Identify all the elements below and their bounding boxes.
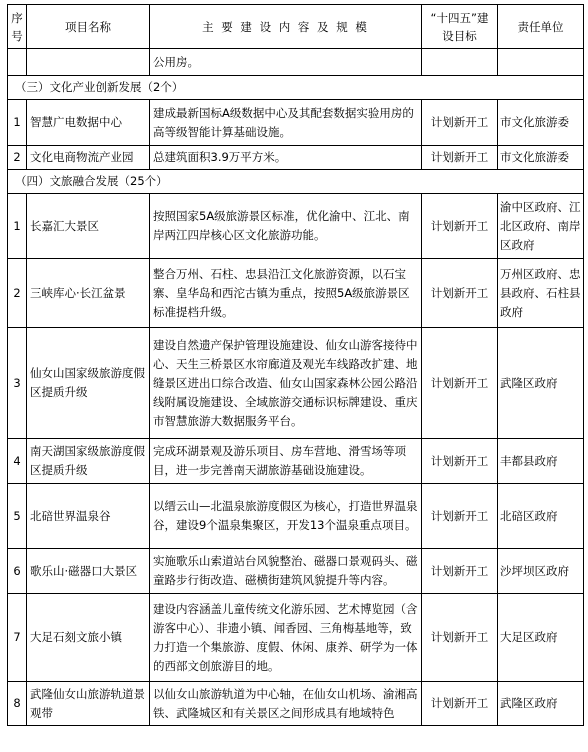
row-target: 计划新开工: [422, 439, 498, 484]
row-seq: 2: [8, 146, 27, 170]
row-content: 完成环湖景观及游乐项目、房车营地、滑雪场等项目，进一步完善南天湖旅游基础设施建设。: [150, 439, 422, 484]
continued-content: 公用房。: [150, 49, 422, 76]
row-target: 计划新开工: [422, 594, 498, 682]
row-content: 以缙云山—北温泉旅游度假区为核心，打造世界温泉谷，建设9个温泉集聚区，开发13个温泉重点项目。: [150, 484, 422, 549]
header-seq: 序号: [8, 5, 27, 49]
section-header-row: [8, 170, 584, 194]
row-unit: 万州区政府、忠县政府、石柱县政府: [498, 259, 584, 328]
row-unit: 市文化旅游委: [498, 100, 584, 146]
row-name: 大足石刻文旅小镇: [27, 594, 150, 682]
row-seq: 5: [8, 484, 27, 549]
row-target: 计划新开工: [422, 146, 498, 170]
table-row: [8, 259, 584, 328]
header-target: “十四五”建设目标: [422, 5, 498, 49]
row-target: 计划新开工: [422, 549, 498, 594]
project-table: [7, 4, 584, 726]
table-row: [8, 146, 584, 170]
row-content: 按照国家5A级旅游景区标准，优化渝中、江北、南岸两江四岸核心区文化旅游功能。: [150, 194, 422, 259]
row-content: 整合万州、石柱、忠县沿江文化旅游资源，以石宝寨、皇华岛和西沱古镇为重点，按照5A级旅游景区标准提档升级。: [150, 259, 422, 328]
row-seq: 4: [8, 439, 27, 484]
row-seq: 6: [8, 549, 27, 594]
row-content: 实施歌乐山索道站台风貌整治、磁器口景观码头、磁童路步行街改造、磁横街建筑风貌提升等内容。: [150, 549, 422, 594]
row-name: 三峡库心·长江盆景: [27, 259, 150, 328]
row-name: 北碚世界温泉谷: [27, 484, 150, 549]
row-content: 以仙女山旅游轨道为中心轴，在仙女山机场、渝湘高铁、武隆城区和有关景区之间形成具有地域特色: [150, 682, 422, 726]
table-row: [8, 100, 584, 146]
continued-row: [8, 49, 584, 76]
section-header-row: [8, 76, 584, 100]
row-seq: 2: [8, 259, 27, 328]
row-name: 武隆仙女山旅游轨道景观带: [27, 682, 150, 726]
row-content: 建设内容涵盖儿童传统文化游乐园、艺术博览园（含游客中心）、非遗小镇、闻香园、三角梅基地等，致力打造一个集旅游、度假、休闲、康养、研学为一体的西部文创旅游目的地。: [150, 594, 422, 682]
row-unit: 武隆区政府: [498, 682, 584, 726]
row-seq: 1: [8, 100, 27, 146]
table-row: [8, 549, 584, 594]
row-content: 建成最新国标A级数据中心及其配套数据实验用房的高等级智能计算基础设施。: [150, 100, 422, 146]
row-target: 计划新开工: [422, 682, 498, 726]
header-name: 项目名称: [27, 5, 150, 49]
row-content: 建设自然遗产保护管理设施建设、仙女山游客接待中心、天生三桥景区水帘廊道及观光车线路改扩建、地缝景区进出口综合改造、仙女山国家森林公园公路沿线附属设施建设、全域旅游交通标识标牌建设、重庆市智慧旅游大数据服务平台。: [150, 328, 422, 439]
row-seq: 8: [8, 682, 27, 726]
row-unit: 丰都县政府: [498, 439, 584, 484]
row-target: 计划新开工: [422, 328, 498, 439]
row-seq: 1: [8, 194, 27, 259]
table-row: [8, 194, 584, 259]
row-name: 仙女山国家级旅游度假区提质升级: [27, 328, 150, 439]
row-name: 文化电商物流产业园: [27, 146, 150, 170]
row-name: 长嘉汇大景区: [27, 194, 150, 259]
row-content: 总建筑面积3.9万平方米。: [150, 146, 422, 170]
row-unit: 渝中区政府、江北区政府、南岸区政府: [498, 194, 584, 259]
row-seq: 7: [8, 594, 27, 682]
row-unit: 沙坪坝区政府: [498, 549, 584, 594]
row-target: 计划新开工: [422, 194, 498, 259]
table-header-row: [8, 5, 584, 49]
table-row: [8, 439, 584, 484]
table-row: [8, 594, 584, 682]
table-row: [8, 328, 584, 439]
row-target: 计划新开工: [422, 484, 498, 549]
row-target: 计划新开工: [422, 259, 498, 328]
table-row: [8, 682, 584, 726]
row-seq: 3: [8, 328, 27, 439]
row-name: 智慧广电数据中心: [27, 100, 150, 146]
table-row: [8, 484, 584, 549]
row-unit: 市文化旅游委: [498, 146, 584, 170]
row-name: 南天湖国家级旅游度假区提质升级: [27, 439, 150, 484]
row-name: 歌乐山·磁器口大景区: [27, 549, 150, 594]
section-title: （四）文旅融合发展（25个）: [8, 170, 584, 194]
row-target: 计划新开工: [422, 100, 498, 146]
row-unit: 北碚区政府: [498, 484, 584, 549]
row-unit: 大足区政府: [498, 594, 584, 682]
header-unit: 责任单位: [498, 5, 584, 49]
header-content: 主 要 建 设 内 容 及 规 模: [150, 5, 422, 49]
section-title: （三）文化产业创新发展（2个）: [8, 76, 584, 100]
row-unit: 武隆区政府: [498, 328, 584, 439]
